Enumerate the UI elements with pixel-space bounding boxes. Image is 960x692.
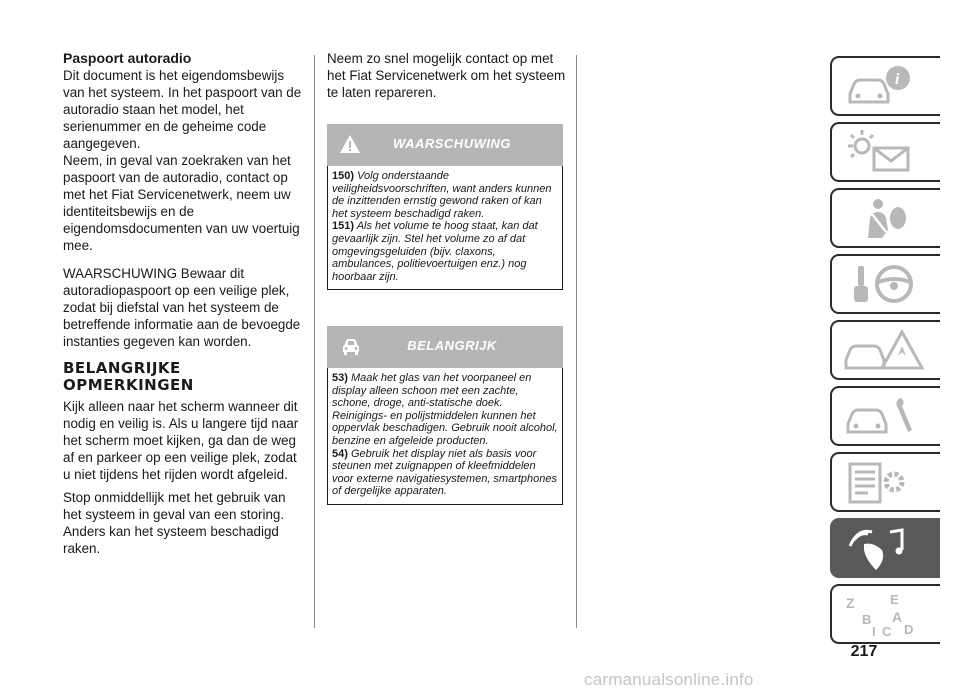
svg-text:C: C bbox=[882, 624, 892, 638]
tab-technical-data[interactable] bbox=[830, 452, 940, 512]
warning-item: 150) Volg onderstaande veiligheidsvoorschriften, want anders kunnen de inzittenden ernstig gewond raken of kan het systeem beschadigd raken. bbox=[332, 170, 552, 220]
paragraph: Neem, in geval van zoekraken van het paspoort van de autoradio, contact op met het Fiat Servicenetwerk, neem uw identiteitsbewijs en de eigendomsdocumenten van uw voertuig mee. bbox=[63, 153, 300, 253]
car-maintenance-icon bbox=[842, 392, 932, 440]
technical-data-icon bbox=[842, 458, 932, 506]
important-body bbox=[327, 368, 563, 505]
svg-text:D: D bbox=[904, 622, 914, 637]
paragraph: Stop onmiddellijk met het gebruik van het systeem in geval van een storing. Anders kan het systeem beschadigd raken. bbox=[63, 490, 286, 556]
watermark: carmanualsonline.info bbox=[584, 670, 754, 689]
multimedia-icon bbox=[842, 524, 932, 572]
tab-car-info[interactable] bbox=[830, 56, 940, 116]
section-heading-passport: Paspoort autoradio bbox=[63, 50, 192, 66]
paragraph: Dit document is het eigendomsbewijs van het systeem. In het paspoort van de autoradio staan het model, het serienummer en de geheime code aangegeven. bbox=[63, 68, 302, 151]
warning-title: WAARSCHUWING bbox=[393, 136, 511, 151]
svg-text:Z: Z bbox=[846, 595, 855, 611]
section-heading-important-notes: BELANGRIJKE OPMERKINGEN bbox=[63, 359, 194, 394]
column-divider bbox=[576, 55, 577, 628]
key-steering-wheel-icon bbox=[842, 260, 932, 308]
svg-text:i: i bbox=[895, 71, 900, 88]
warning-body bbox=[327, 166, 563, 290]
svg-text:E: E bbox=[890, 592, 899, 607]
airbag-seatbelt-icon bbox=[842, 194, 932, 242]
column-divider bbox=[314, 55, 315, 628]
car-info-icon bbox=[842, 62, 932, 110]
tab-emergency[interactable] bbox=[830, 320, 940, 380]
paragraph: Neem zo snel mogelijk contact op met het Fiat Servicenetwerk om het systeem te laten repareren. bbox=[327, 51, 566, 100]
index-icon bbox=[842, 590, 932, 638]
svg-text:A: A bbox=[892, 609, 903, 625]
car-emergency-icon bbox=[842, 326, 932, 374]
tab-maintenance[interactable] bbox=[830, 386, 940, 446]
warning-box bbox=[327, 124, 563, 290]
svg-text:I: I bbox=[872, 624, 876, 638]
warning-item: 151) Als het volume te hoog staat, kan dat gevaarlijk zijn. Stel het volume zo af dat omgevingsgeluiden (bijv. claxons, ambulances, politievoertuigen enz.) nog hoorbaar zijn. bbox=[332, 220, 538, 283]
warning-lights-icon bbox=[842, 128, 932, 176]
important-item: 54) Gebruik het display niet als basis voor steunen met zuignappen of kleefmiddelen voor externe navigatiesystemen, smartphones of dergelijke apparaten. bbox=[332, 447, 558, 498]
paragraph: WAARSCHUWING Bewaar dit autoradiopaspoort op een veilige plek, zodat bij diefstal van het systeem de betreffende informatie aan de bevoegde instanties gegeven kan worden. bbox=[63, 266, 301, 349]
paragraph: Kijk alleen naar het scherm wanneer dit nodig en veilig is. Als u langere tijd naar het scherm moet kijken, ga dan de weg af en parkeer op een veilige plek, zodat u niet tijdens het rijden wordt afgeleid. bbox=[63, 399, 299, 482]
tab-warning-lights[interactable] bbox=[830, 122, 940, 182]
important-box bbox=[327, 326, 563, 505]
tab-safety[interactable] bbox=[830, 188, 940, 248]
important-title: BELANGRIJK bbox=[407, 338, 497, 353]
chapter-tabs bbox=[830, 56, 940, 650]
important-item: 53) Maak het glas van het voorpaneel en display alleen schoon met een zachte, schone, droge, anti-statische doek. Reinigings- en polijstmiddelen kunnen het oppervlak beschadigen. Gebruik nooit alcohol, benzine en afgeleide producten. bbox=[332, 372, 558, 447]
left-column bbox=[63, 50, 303, 557]
middle-column bbox=[327, 50, 567, 101]
page-number: 217 bbox=[850, 643, 878, 660]
svg-text:B: B bbox=[862, 612, 872, 627]
tab-multimedia[interactable] bbox=[830, 518, 940, 578]
tab-starting-driving[interactable] bbox=[830, 254, 940, 314]
warning-header bbox=[327, 124, 563, 166]
important-header bbox=[327, 326, 563, 368]
tab-index[interactable] bbox=[830, 584, 940, 644]
